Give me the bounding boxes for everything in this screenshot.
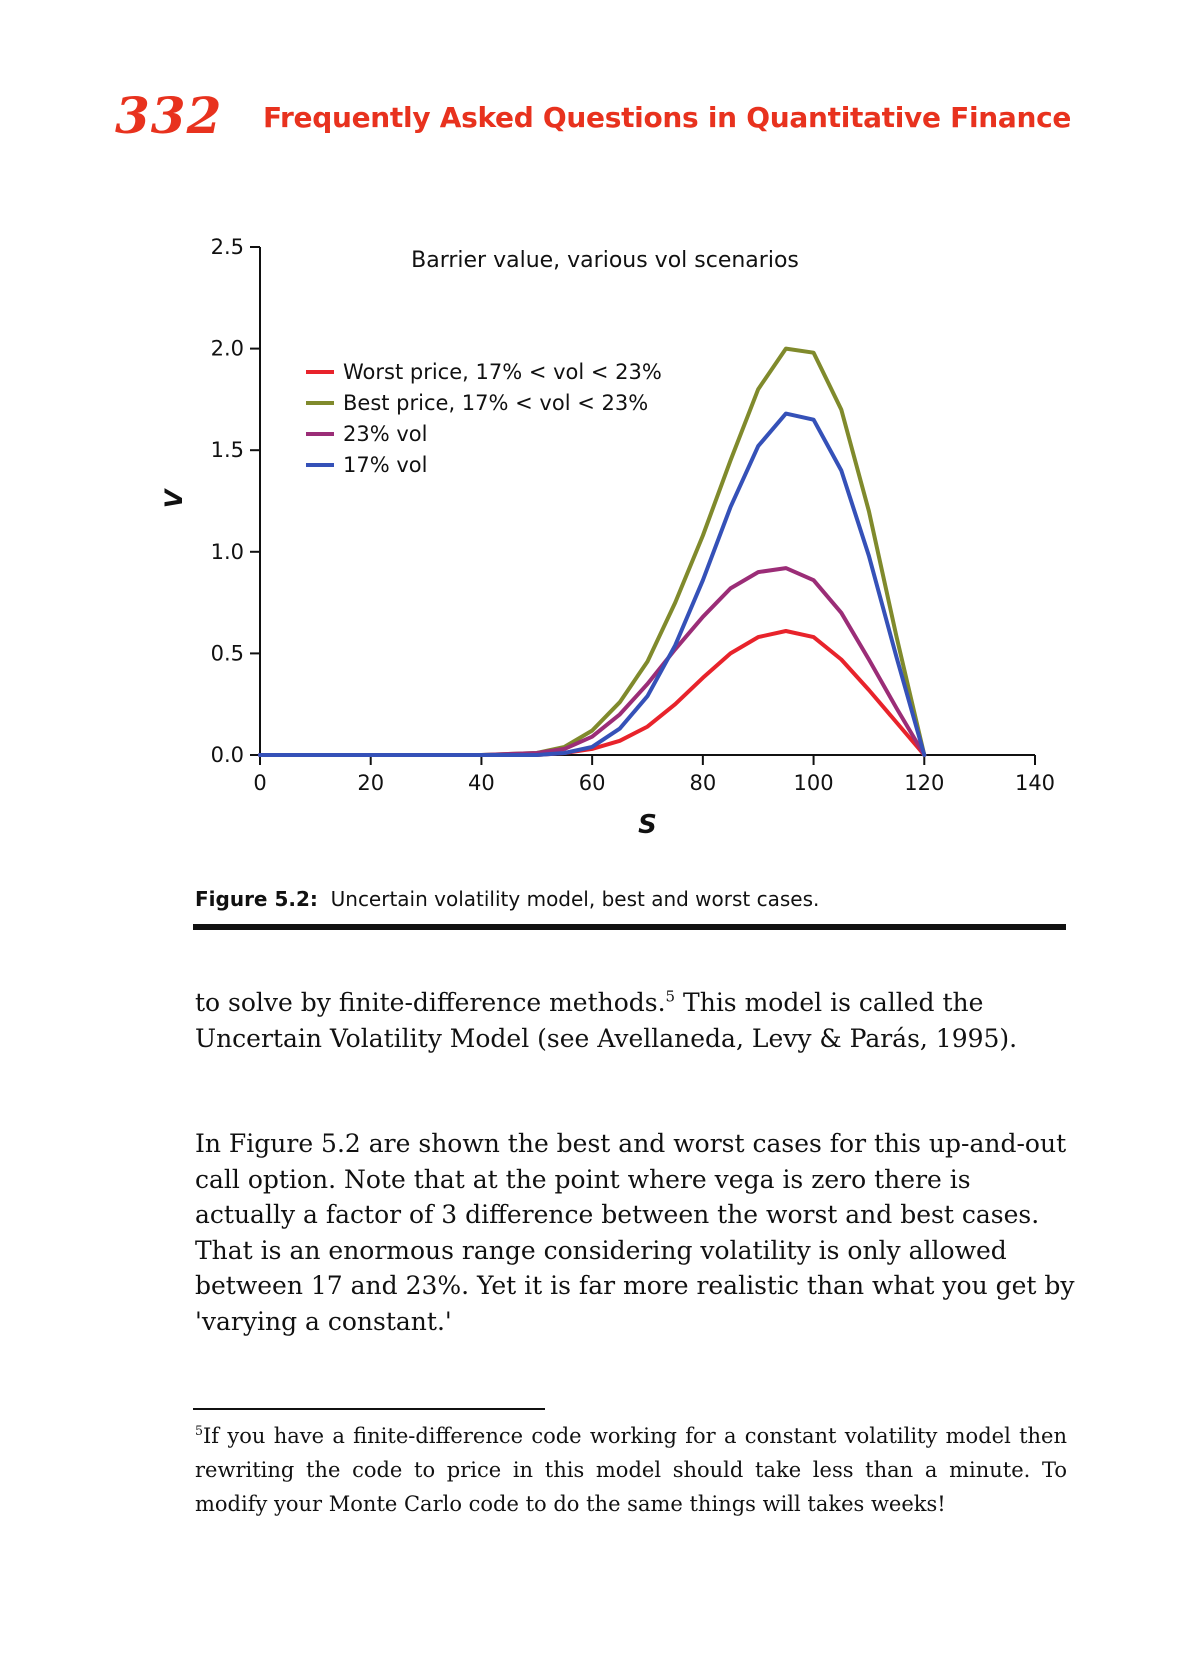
- barrier-value-chart: [150, 215, 1070, 855]
- footnote-rule: [193, 1408, 545, 1410]
- x-tick-label: 140: [1014, 771, 1056, 795]
- y-tick-label: 2.0: [210, 336, 244, 361]
- figure-caption-text: Uncertain volatility model, best and worst cases.: [330, 887, 820, 911]
- y-tick-label: 1.0: [210, 539, 244, 564]
- legend-label-2: Best price, 17% < vol < 23%: [343, 391, 649, 415]
- p1-text-start: to solve by finite-difference methods.: [195, 988, 666, 1017]
- body-paragraph-1: [195, 985, 1075, 1056]
- body-paragraph-2: In Figure 5.2 are shown the best and worst cases for this up-and-out call option. Note that at the point where vega is zero there is actually a factor of 3 difference between the worst and best cases. That is an enormous range considering volatility is only allowed between 17 and 23%. Yet it is far more realistic than what you get by 'varying a constant.': [195, 1129, 1075, 1336]
- legend-label-3: 23% vol: [343, 422, 428, 446]
- footnote-text: If you have a finite-difference code working for a constant volatility model then rewriting the code to price in this model should take less than a minute. To modify your Monte Carlo code to do the same things will takes weeks!: [195, 1424, 1067, 1516]
- y-axis-label: V: [160, 489, 188, 509]
- footnote-ref: 5: [665, 987, 676, 1006]
- x-tick-label: 20: [357, 771, 385, 795]
- series-line-3: [260, 568, 924, 755]
- chart-legend: [306, 360, 662, 477]
- x-tick-label: 120: [904, 771, 945, 795]
- footnote: [195, 1419, 1067, 1521]
- x-tick-label: 80: [689, 771, 717, 795]
- caption-rule: [193, 924, 1066, 930]
- p1-text-end: This model is called the Uncertain Volatility Model (see Avellaneda, Levy & Parás, 1995).: [195, 988, 1018, 1053]
- footnote-mark: 5: [195, 1423, 204, 1438]
- x-tick-label: 0: [253, 771, 267, 795]
- x-tick-label: 60: [578, 771, 606, 795]
- y-tick-label: 0.0: [210, 743, 244, 767]
- x-tick-label: 40: [468, 771, 495, 795]
- running-title: Frequently Asked Questions in Quantitative Finance: [263, 101, 1072, 134]
- caption-colon: :: [309, 887, 318, 911]
- y-tick-label: 0.5: [210, 641, 244, 666]
- chart-title: Barrier value, various vol scenarios: [411, 248, 799, 273]
- y-tick-label: 1.5: [210, 438, 244, 463]
- legend-label-1: Worst price, 17% < vol < 23%: [343, 360, 662, 384]
- figure-label: Figure 5.2: [195, 887, 310, 911]
- legend-label-4: 17% vol: [343, 453, 428, 477]
- x-axis-label: S: [638, 810, 657, 840]
- x-tick-label: 100: [793, 771, 834, 795]
- figure-caption: [195, 887, 819, 911]
- page-number: 332: [115, 86, 223, 145]
- y-tick-label: 2.5: [210, 235, 244, 259]
